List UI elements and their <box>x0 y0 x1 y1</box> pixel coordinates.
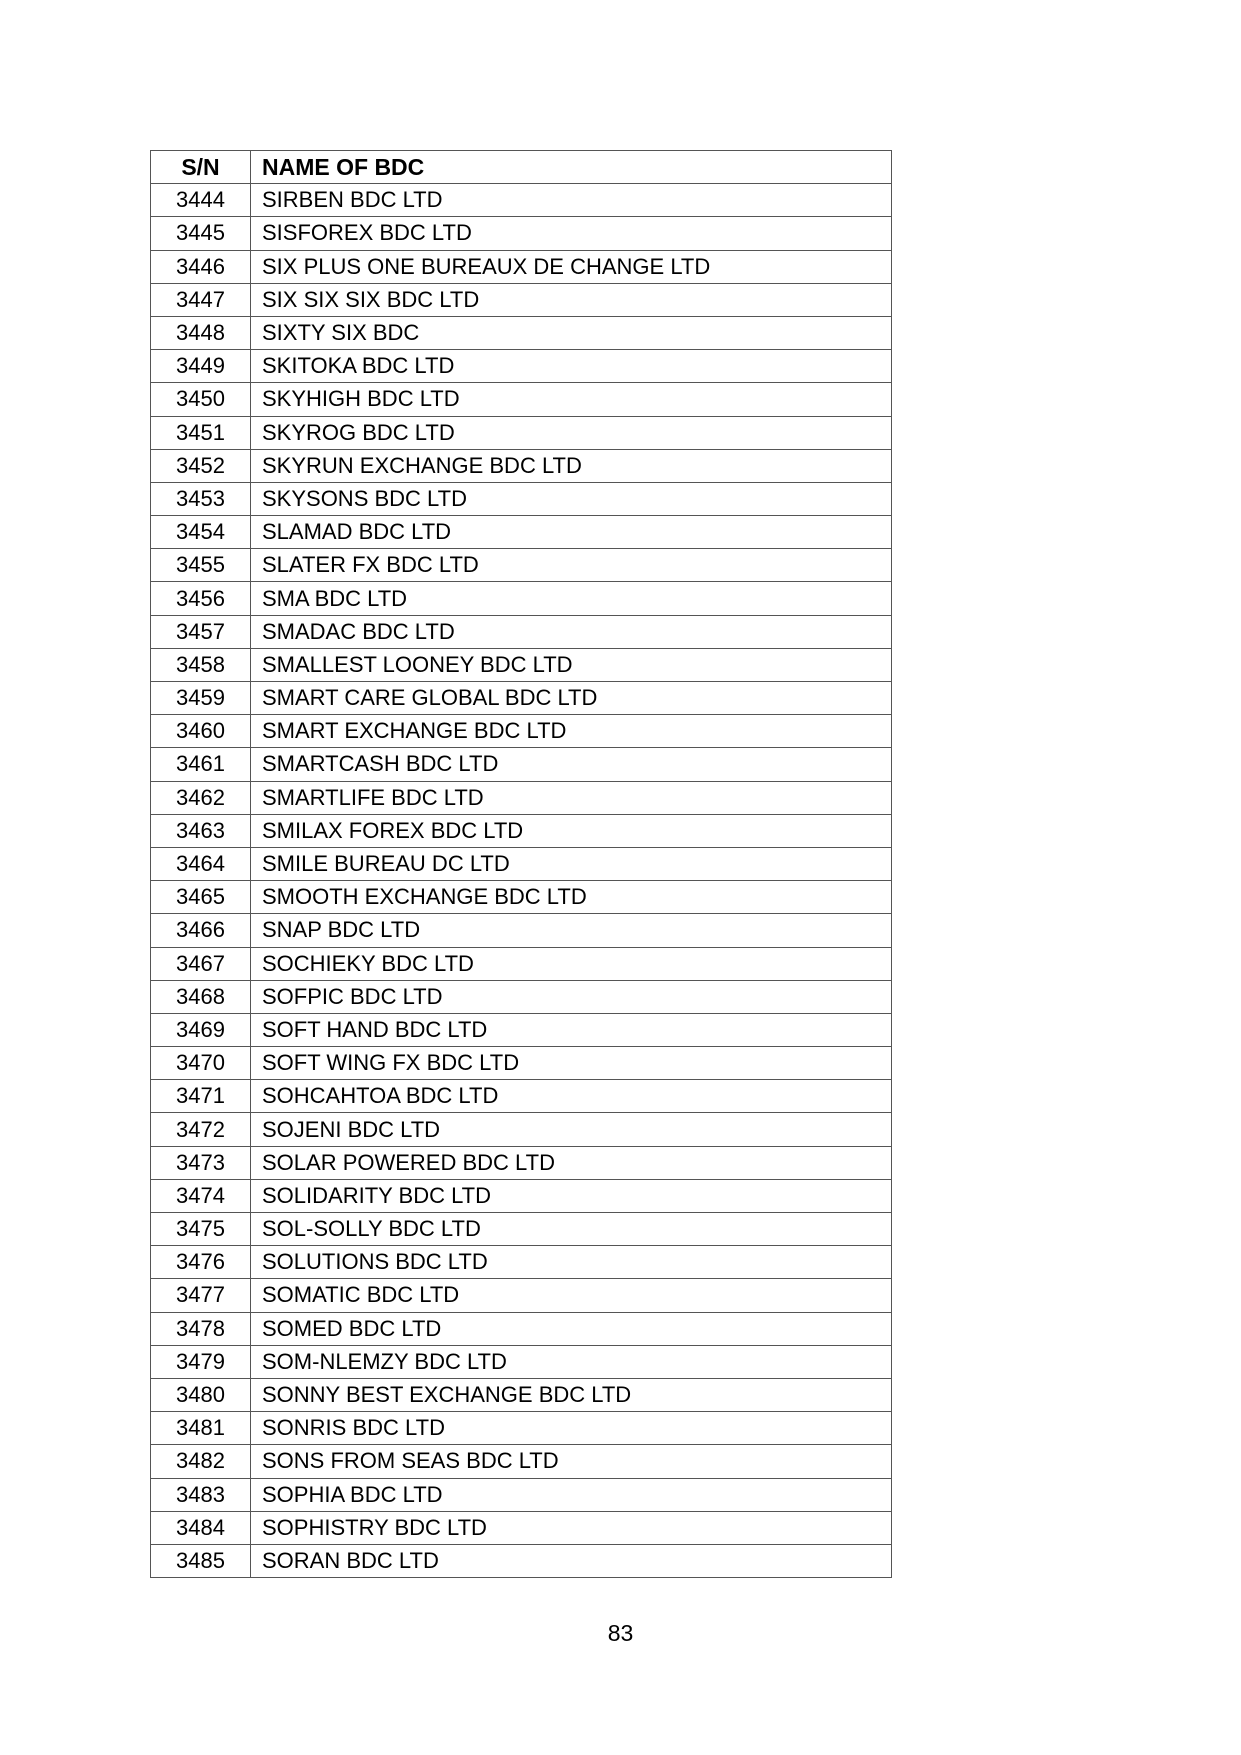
table-row <box>151 1511 892 1544</box>
column-header-name: NAME OF BDC <box>251 151 892 184</box>
table-row <box>151 449 892 482</box>
row-serial-number: 3469 <box>151 1013 251 1046</box>
table-row <box>151 1478 892 1511</box>
row-bdc-name: SOPHISTRY BDC LTD <box>251 1511 892 1544</box>
row-serial-number: 3470 <box>151 1047 251 1080</box>
row-serial-number: 3448 <box>151 316 251 349</box>
page-number: 83 <box>607 1620 634 1646</box>
row-bdc-name: SIX SIX SIX BDC LTD <box>251 283 892 316</box>
row-bdc-name: SOLIDARITY BDC LTD <box>251 1179 892 1212</box>
row-serial-number: 3445 <box>151 217 251 250</box>
table-row <box>151 1312 892 1345</box>
table-row <box>151 847 892 880</box>
row-serial-number: 3476 <box>151 1246 251 1279</box>
row-bdc-name: SIX PLUS ONE BUREAUX DE CHANGE LTD <box>251 250 892 283</box>
table-row <box>151 283 892 316</box>
row-serial-number: 3468 <box>151 980 251 1013</box>
row-bdc-name: SMART EXCHANGE BDC LTD <box>251 715 892 748</box>
row-serial-number: 3483 <box>151 1478 251 1511</box>
row-serial-number: 3446 <box>151 250 251 283</box>
row-serial-number: 3479 <box>151 1345 251 1378</box>
row-bdc-name: SOMATIC BDC LTD <box>251 1279 892 1312</box>
row-bdc-name: SIXTY SIX BDC <box>251 316 892 349</box>
row-bdc-name: SOHCAHTOA BDC LTD <box>251 1080 892 1113</box>
row-bdc-name: SISFOREX BDC LTD <box>251 217 892 250</box>
table-row <box>151 1146 892 1179</box>
table-row <box>151 1113 892 1146</box>
header-row <box>151 151 892 184</box>
table-row <box>151 1246 892 1279</box>
table-header <box>151 151 892 184</box>
row-bdc-name: SOPHIA BDC LTD <box>251 1478 892 1511</box>
row-serial-number: 3461 <box>151 748 251 781</box>
row-serial-number: 3482 <box>151 1445 251 1478</box>
row-bdc-name: SOFT HAND BDC LTD <box>251 1013 892 1046</box>
row-serial-number: 3462 <box>151 781 251 814</box>
row-serial-number: 3477 <box>151 1279 251 1312</box>
table-row <box>151 715 892 748</box>
row-serial-number: 3455 <box>151 549 251 582</box>
table-row <box>151 1378 892 1411</box>
row-bdc-name: SIRBEN BDC LTD <box>251 184 892 217</box>
row-bdc-name: SMOOTH EXCHANGE BDC LTD <box>251 881 892 914</box>
row-serial-number: 3481 <box>151 1412 251 1445</box>
table-row <box>151 416 892 449</box>
row-serial-number: 3484 <box>151 1511 251 1544</box>
row-bdc-name: SMARTLIFE BDC LTD <box>251 781 892 814</box>
row-serial-number: 3447 <box>151 283 251 316</box>
row-serial-number: 3449 <box>151 350 251 383</box>
table-row <box>151 549 892 582</box>
row-bdc-name: SMARTCASH BDC LTD <box>251 748 892 781</box>
row-bdc-name: SONNY BEST EXCHANGE BDC LTD <box>251 1378 892 1411</box>
row-bdc-name: SMILE BUREAU DC LTD <box>251 847 892 880</box>
table-row <box>151 516 892 549</box>
row-serial-number: 3454 <box>151 516 251 549</box>
row-bdc-name: SLATER FX BDC LTD <box>251 549 892 582</box>
row-serial-number: 3471 <box>151 1080 251 1113</box>
row-bdc-name: SOMED BDC LTD <box>251 1312 892 1345</box>
row-bdc-name: SONRIS BDC LTD <box>251 1412 892 1445</box>
row-serial-number: 3466 <box>151 914 251 947</box>
row-serial-number: 3465 <box>151 881 251 914</box>
table-row <box>151 1412 892 1445</box>
table-row <box>151 814 892 847</box>
row-serial-number: 3452 <box>151 449 251 482</box>
row-serial-number: 3480 <box>151 1378 251 1411</box>
row-serial-number: 3474 <box>151 1179 251 1212</box>
column-header-sn: S/N <box>151 151 251 184</box>
row-serial-number: 3473 <box>151 1146 251 1179</box>
row-serial-number: 3453 <box>151 482 251 515</box>
row-bdc-name: SMA BDC LTD <box>251 582 892 615</box>
table-row <box>151 350 892 383</box>
row-bdc-name: SKYROG BDC LTD <box>251 416 892 449</box>
row-bdc-name: SOCHIEKY BDC LTD <box>251 947 892 980</box>
table-row <box>151 1179 892 1212</box>
row-serial-number: 3478 <box>151 1312 251 1345</box>
row-bdc-name: SONS FROM SEAS BDC LTD <box>251 1445 892 1478</box>
row-bdc-name: SMALLEST LOONEY BDC LTD <box>251 648 892 681</box>
row-serial-number: 3463 <box>151 814 251 847</box>
row-bdc-name: SMILAX FOREX BDC LTD <box>251 814 892 847</box>
row-bdc-name: SOL-SOLLY BDC LTD <box>251 1213 892 1246</box>
table-row <box>151 217 892 250</box>
table-row <box>151 383 892 416</box>
table-row <box>151 250 892 283</box>
table-row <box>151 980 892 1013</box>
row-bdc-name: SOM-NLEMZY BDC LTD <box>251 1345 892 1378</box>
bdc-list-table <box>150 150 892 1578</box>
row-bdc-name: SOFT WING FX BDC LTD <box>251 1047 892 1080</box>
row-bdc-name: SOFPIC BDC LTD <box>251 980 892 1013</box>
row-bdc-name: SKITOKA BDC LTD <box>251 350 892 383</box>
row-bdc-name: SMADAC BDC LTD <box>251 615 892 648</box>
row-bdc-name: SKYSONS BDC LTD <box>251 482 892 515</box>
table-row <box>151 615 892 648</box>
table-row <box>151 1345 892 1378</box>
table-row <box>151 582 892 615</box>
row-bdc-name: SKYRUN EXCHANGE BDC LTD <box>251 449 892 482</box>
table-row <box>151 1445 892 1478</box>
table-row <box>151 1047 892 1080</box>
table-row <box>151 881 892 914</box>
table-row <box>151 1544 892 1577</box>
row-serial-number: 3485 <box>151 1544 251 1577</box>
row-serial-number: 3472 <box>151 1113 251 1146</box>
table-row <box>151 184 892 217</box>
row-serial-number: 3457 <box>151 615 251 648</box>
row-bdc-name: SOJENI BDC LTD <box>251 1113 892 1146</box>
table-row <box>151 1279 892 1312</box>
table-row <box>151 1080 892 1113</box>
row-bdc-name: SOLAR POWERED BDC LTD <box>251 1146 892 1179</box>
table-row <box>151 1213 892 1246</box>
row-bdc-name: SMART CARE GLOBAL BDC LTD <box>251 682 892 715</box>
row-serial-number: 3444 <box>151 184 251 217</box>
table-row <box>151 914 892 947</box>
table-row <box>151 682 892 715</box>
row-bdc-name: SLAMAD BDC LTD <box>251 516 892 549</box>
table-body <box>151 184 892 1578</box>
row-serial-number: 3475 <box>151 1213 251 1246</box>
table-row <box>151 482 892 515</box>
row-bdc-name: SOLUTIONS BDC LTD <box>251 1246 892 1279</box>
table-row <box>151 316 892 349</box>
row-serial-number: 3460 <box>151 715 251 748</box>
table-row <box>151 947 892 980</box>
row-bdc-name: SKYHIGH BDC LTD <box>251 383 892 416</box>
row-serial-number: 3450 <box>151 383 251 416</box>
table-row <box>151 781 892 814</box>
row-serial-number: 3451 <box>151 416 251 449</box>
row-serial-number: 3456 <box>151 582 251 615</box>
row-serial-number: 3467 <box>151 947 251 980</box>
table-row <box>151 748 892 781</box>
table-row <box>151 648 892 681</box>
row-serial-number: 3464 <box>151 847 251 880</box>
row-bdc-name: SNAP BDC LTD <box>251 914 892 947</box>
table-row <box>151 1013 892 1046</box>
row-bdc-name: SORAN BDC LTD <box>251 1544 892 1577</box>
row-serial-number: 3458 <box>151 648 251 681</box>
row-serial-number: 3459 <box>151 682 251 715</box>
